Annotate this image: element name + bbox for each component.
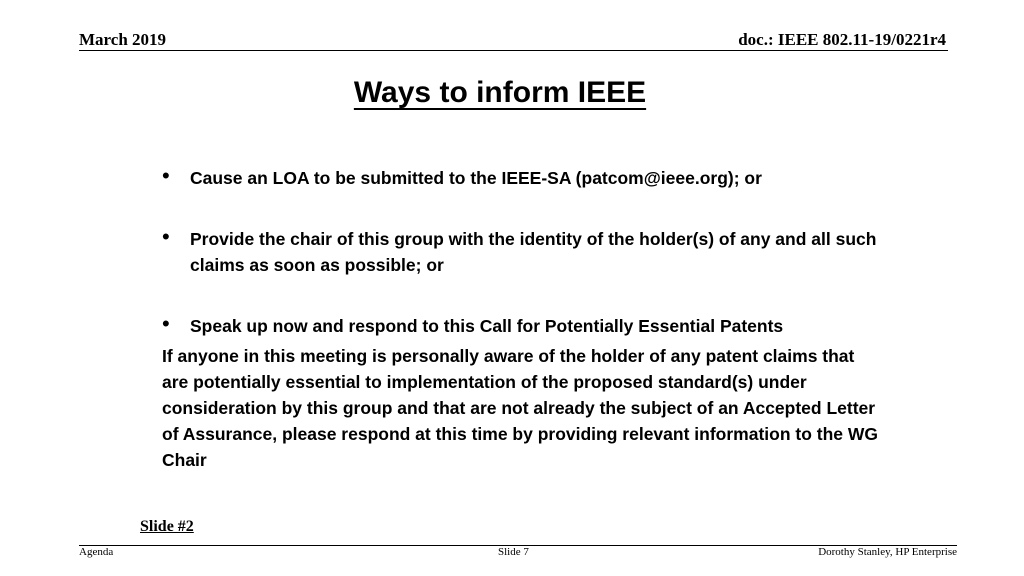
bullet-text: Cause an LOA to be submitted to the IEEE-SA (patcom@ieee.org); or bbox=[190, 168, 762, 188]
slide-reference-link[interactable]: Slide #2 bbox=[140, 518, 194, 535]
bullet-text: Provide the chair of this group with the identity of the holder(s) of any and all such claims as soon as possible; or bbox=[190, 229, 877, 275]
slide-title bbox=[0, 76, 1000, 110]
bullet-text: Speak up now and respond to this Call for Potentially Essential Patents bbox=[190, 316, 784, 336]
call-for-patents-paragraph: If anyone in this meeting is personally aware of the holder of any patent claims that are potentially essential to implementation of the proposed standard(s) under consideration by this group and that are not already the subject of an Accepted Letter of Assurance, please respond at this time by providing relevant information to the WG Chair bbox=[162, 346, 878, 470]
footer-left: Agenda bbox=[79, 546, 114, 558]
bullet-dot-icon: • bbox=[162, 311, 170, 336]
bullet-dot-icon: • bbox=[162, 163, 170, 188]
footer-author: Dorothy Stanley, HP Enterprise bbox=[818, 546, 957, 558]
slide-title-text: Ways to inform IEEE bbox=[353, 76, 647, 109]
bullet-dot-icon: • bbox=[162, 224, 170, 249]
footer-slide-number: Slide 7 bbox=[498, 546, 529, 558]
header-divider bbox=[79, 50, 948, 51]
header-doc-id: doc.: IEEE 802.11-19/0221r4 bbox=[738, 30, 946, 49]
header-date: March 2019 bbox=[79, 30, 167, 49]
